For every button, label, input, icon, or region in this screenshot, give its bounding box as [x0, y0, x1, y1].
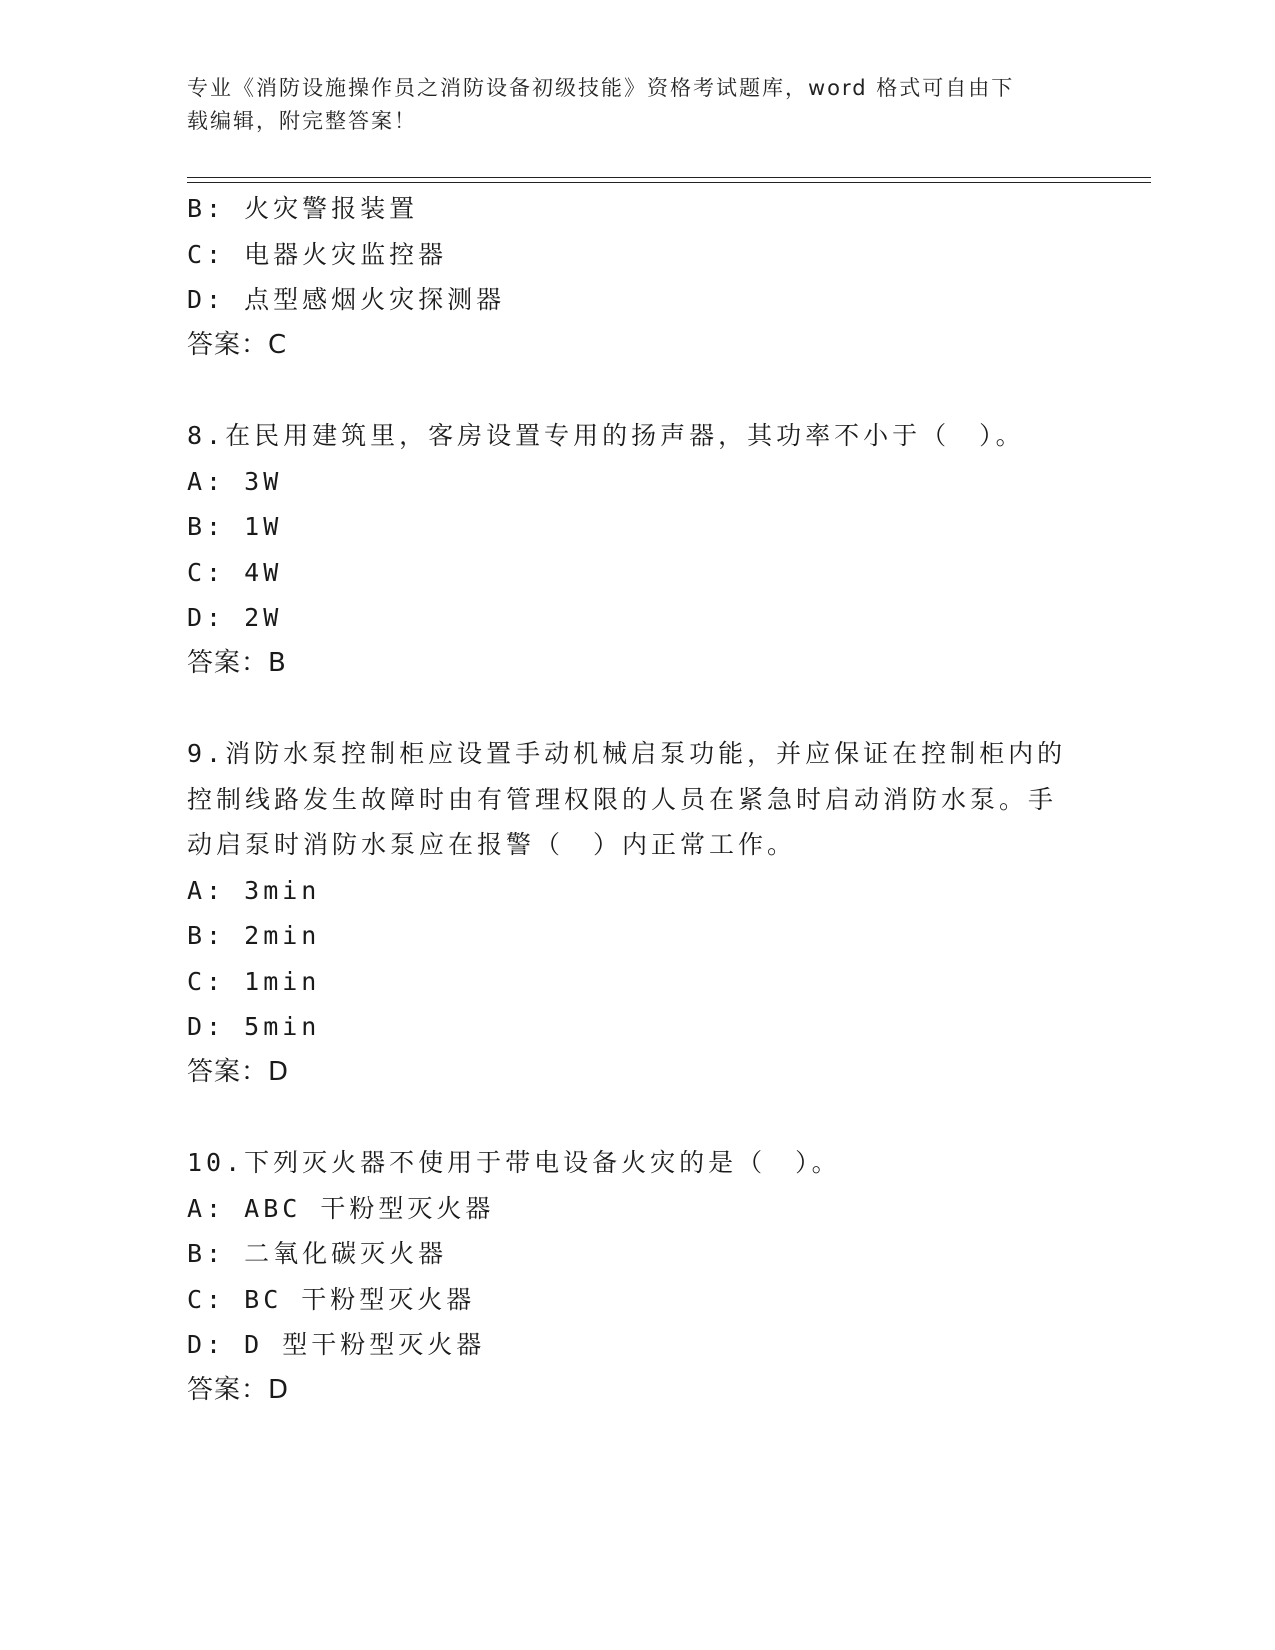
q8-option-d: D: 2W: [187, 603, 283, 632]
q8-option-a: A: 3W: [187, 466, 283, 496]
q8-answer: 答案：B: [187, 647, 287, 678]
q7-option-c: C: 电器火灾监控器: [187, 239, 448, 269]
header-rule-bottom: [187, 182, 1151, 183]
q9-option-c: C: 1min: [187, 966, 321, 996]
q8-option-b: B: 1W: [187, 512, 283, 541]
q9-option-b: B: 2min: [187, 921, 321, 950]
q7-option-b: B: 火灾警报装置: [187, 194, 419, 223]
document-header: [187, 72, 1067, 138]
q9-stem-line-3: 动启泵时消防水泵应在报警（ ）内正常工作。: [187, 830, 797, 859]
q10-stem: 10.下列灭火器不使用于带电设备火灾的是（ ）。: [187, 1148, 841, 1177]
q9-stem-line-1: 9.消防水泵控制柜应设置手动机械启泵功能，并应保证在控制柜内的: [187, 739, 1067, 768]
header-line-1: 专业《消防设施操作员之消防设备初级技能》资格考试题库，word 格式可自由下: [187, 76, 1015, 100]
question-content: [187, 186, 1087, 1413]
q10-option-a: A: ABC 干粉型灭火器: [187, 1193, 495, 1223]
q9-answer: 答案：D: [187, 1056, 290, 1087]
q8-stem: 8.在民用建筑里，客房设置专用的扬声器，其功率不小于（ ）。: [187, 421, 1025, 450]
header-rule-top: [187, 177, 1151, 178]
q9-option-a: A: 3min: [187, 875, 321, 905]
spacer: [187, 368, 1087, 413]
q9-stem-line-2: 控制线路发生故障时由有管理权限的人员在紧急时启动消防水泵。手: [187, 784, 1058, 814]
spacer: [187, 1095, 1087, 1140]
q9-option-d: D: 5min: [187, 1012, 321, 1041]
q8-option-c: C: 4W: [187, 557, 283, 587]
header-line-2: 载编辑，附完整答案！: [187, 109, 417, 133]
q10-option-d: D: D 型干粉型灭火器: [187, 1330, 486, 1359]
q7-answer: 答案：C: [187, 329, 288, 360]
q7-option-d: D: 点型感烟火灾探测器: [187, 285, 506, 314]
q10-answer: 答案：D: [187, 1374, 290, 1405]
spacer: [187, 686, 1087, 731]
q10-option-b: B: 二氧化碳灭火器: [187, 1239, 448, 1268]
q10-option-c: C: BC 干粉型灭火器: [187, 1284, 476, 1314]
